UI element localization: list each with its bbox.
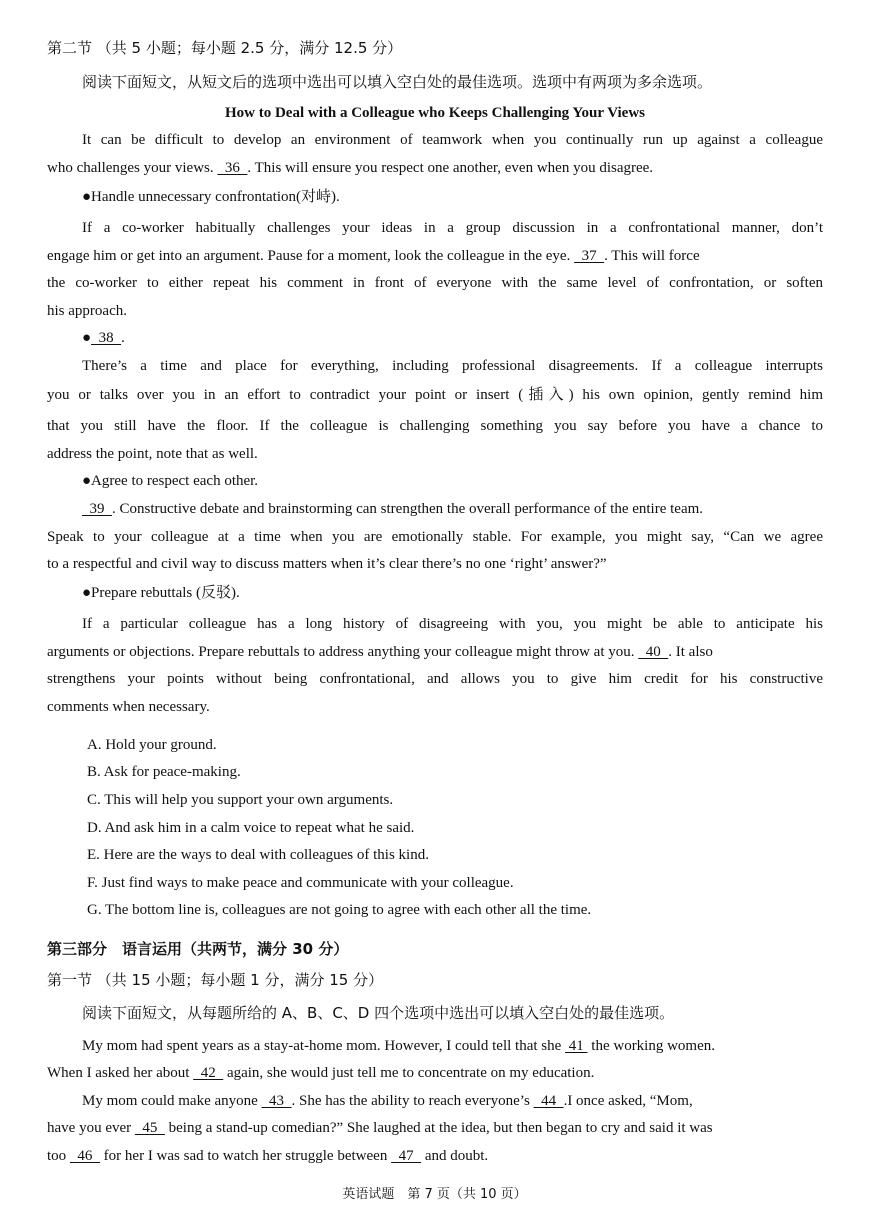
passage2-line: My mom could make anyone 43 . She has the ability to reach everyone’s 44 .I once asked, “Mom, [82,1093,693,1109]
blank-47: 47 [391,1148,422,1164]
part3-section1-header: 第一节 （共 15 小题；每小题 1 分，满分 15 分） [47,971,384,989]
passage-line: his approach. [47,303,127,319]
passage-line: address the point, note that as well. [47,446,258,462]
heading-38: ● 38 . [82,330,125,346]
part3-instruction: 阅读下面短文，从每题所给的 A、B、C、D 四个选项中选出可以填入空白处的最佳选项。 [82,1004,675,1022]
passage-line: engage him or get into an argument. Pause for a moment, look the colleague in the eye. 37 . This will force [47,248,700,264]
blank-40: 40 [638,644,669,660]
option-a: A. Hold your ground. [87,737,217,753]
option-e: E. Here are the ways to deal with colleagues of this kind. [87,847,429,863]
passage-line: the co-worker to either repeat his comment in front of everyone with the same level of confrontation, or soften [47,275,823,291]
passage2-line: too 46 for her I was sad to watch her struggle between 47 and doubt. [47,1148,489,1164]
heading-handle-confrontation: ●Handle unnecessary confrontation(对峙). [82,189,340,205]
blank-44: 44 [533,1093,564,1109]
blank-45: 45 [134,1120,165,1136]
passage-title: How to Deal with a Colleague who Keeps Challenging Your Views [224,105,645,121]
blank-46: 46 [69,1148,100,1164]
blank-39: 39 [82,501,112,517]
passage-line: who challenges your views. 36 . This will ensure you respect one another, even when you disagree. [47,160,654,176]
blank-42: 42 [193,1065,224,1081]
passage2-line: have you ever 45 being a stand-up comedian?” She laughed at the idea, but then began to cry and said it was [47,1120,713,1136]
option-b: B. Ask for peace-making. [87,764,241,780]
passage2-line: My mom had spent years as a stay-at-home mom. However, I could tell that she 41 the working women. [82,1038,716,1054]
blank-41: 41 [565,1038,588,1054]
heading-agree-respect: ●Agree to respect each other. [82,473,259,489]
passage2-line: When I asked her about 42 again, she would just tell me to concentrate on my education. [47,1065,595,1081]
passage-line: If a co-worker habitually challenges your ideas in a group discussion in a confrontational manner, don’t [82,220,823,236]
section2-instruction: 阅读下面短文，从短文后的选项中选出可以填入空白处的最佳选项。选项中有两项为多余选项。 [82,73,713,91]
heading-prepare-rebuttals: ●Prepare rebuttals (反驳). [82,585,240,601]
passage-line: arguments or objections. Prepare rebuttals to address anything your colleague might throw at you. 40 . It also [47,644,713,660]
passage-line: Speak to your colleague at a time when you are emotionally stable. For example, you might say, “Can we agree [47,529,823,545]
part3-header: 第三部分 语言运用（共两节，满分 30 分） [47,940,349,958]
passage-line: to a respectful and civil way to discuss matters when it’s clear there’s no one ‘right’ answer?” [47,556,607,572]
page-footer: 英语试题 第 7 页（共 10 页） [342,1187,527,1202]
passage-line: strengthens your points without being confrontational, and allows you to give him credit for his constructive [47,671,823,687]
option-f: F. Just find ways to make peace and communicate with your colleague. [87,875,514,891]
option-c: C. This will help you support your own arguments. [87,792,394,808]
passage-line: If a particular colleague has a long history of disagreeing with you, you might be able to anticipate his [82,616,823,632]
passage-line: There’s a time and place for everything, including professional disagreements. If a colleague interrupts [82,358,823,374]
option-g: G. The bottom line is, colleagues are not going to agree with each other all the time. [87,902,592,918]
blank-38: 38 [91,330,122,346]
passage-line: It can be difficult to develop an environment of teamwork when you continually run up against a colleague [82,132,823,148]
passage-line: comments when necessary. [47,699,210,715]
passage-line: you or talks over you in an effort to contradict your point or insert (插入) his own opinion, gently remind him [47,387,823,403]
option-d: D. And ask him in a calm voice to repeat what he said. [87,820,415,836]
blank-43: 43 [261,1093,292,1109]
section2-header: 第二节 （共 5 小题；每小题 2.5 分，满分 12.5 分） [47,39,403,57]
passage-line: 39 . Constructive debate and brainstorming can strengthen the overall performance of the entire team. [82,501,704,517]
passage-line: that you still have the floor. If the colleague is challenging something you say before you have a chance to [47,418,823,434]
blank-36: 36 [217,160,248,176]
blank-37: 37 [574,248,605,264]
